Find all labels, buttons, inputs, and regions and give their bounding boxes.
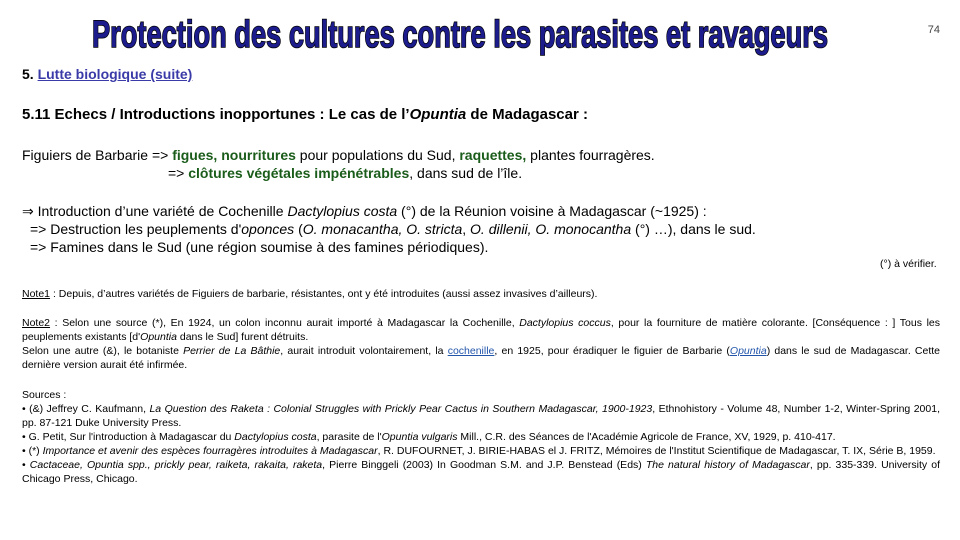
species-list: O. dillenii, O. monocantha [470, 221, 632, 237]
introduction-paragraph [22, 202, 756, 256]
subsection-heading [22, 106, 588, 123]
source-title: Cactaceae, Opuntia spp., prickly pear, raiketa, rakaita, raketa [29, 459, 323, 471]
subsection-suffix: de Madagascar : [466, 106, 588, 123]
text-span: • (*) [22, 445, 43, 457]
sources-heading: Sources : [22, 389, 67, 401]
cochenille-link[interactable]: cochenille [447, 345, 495, 357]
figuiers-paragraph [22, 146, 655, 182]
text-span: Figuiers de Barbarie => [22, 147, 173, 163]
text-span: ) dans le sud de Madagascar. Cette dernière version aurait été infirmée. [22, 345, 941, 371]
intro-line-2 [22, 220, 756, 238]
text-span: Introduction d’une variété de Cochenille [33, 203, 288, 219]
source-item [22, 444, 940, 458]
source-item [22, 458, 940, 486]
note-2-part-1 [22, 316, 940, 344]
text-span: plantes fourragères. [526, 147, 655, 163]
text-span: , dans sud de l’île. [409, 165, 523, 181]
highlight-raquettes: raquettes, [459, 147, 527, 163]
text-span: , [462, 221, 471, 237]
text-span: • G. Petit, Sur l'introduction à Madagascar du [22, 431, 235, 443]
species-name: Opuntia vulgaris [381, 431, 458, 443]
text-span: pour populations du Sud, [295, 147, 460, 163]
text-span: (°) …), dans le sud. [631, 221, 756, 237]
species-name: Dactylopius coccus [519, 317, 611, 329]
text-span: • (&) Jeffrey C. Kaufmann, [22, 403, 150, 415]
species-name: Dactylopius costa [234, 431, 317, 443]
text-span: , parasite de l' [316, 431, 382, 443]
text-span: => [168, 165, 189, 181]
source-title: Importance et avenir des espèces fourragères introduites à Madagascar [42, 445, 378, 457]
text-span: , pp. 335-339. University of Chicago Press, Chicago. [22, 459, 941, 485]
slide-title [90, 6, 830, 58]
text-span: , aurait introduit volontairement, la [280, 345, 448, 357]
opuntia-link[interactable]: Opuntia [729, 345, 767, 357]
highlight-figues: figues, nourritures [172, 147, 296, 163]
sources-block [22, 388, 940, 486]
subsection-italic: Opuntia [409, 106, 467, 123]
section-number: 5. [22, 66, 34, 82]
figuiers-line-1 [22, 146, 655, 164]
text-span: , pour la fourniture de matière colorante. [Conséquence : ] Tous les peuplements existants [d' [22, 317, 941, 343]
botanist-name: Perrier de La Bâthie [183, 345, 281, 357]
subsection-prefix: 5.11 Echecs / Introductions inopportunes : Le cas de l’ [22, 106, 410, 123]
page-number: 74 [927, 24, 940, 36]
note-label: Note2 [22, 317, 51, 329]
text-span: , R. DUFOURNET, J. BIRIE-HABAS el J. FRITZ, Mémoires de l'Institut Scientifique de Madagascar, T. IX, Série B, 1959. [377, 445, 936, 457]
note-2-part-2 [22, 344, 940, 372]
source-item [22, 402, 940, 430]
source-title: The natural history of Madagascar [645, 459, 810, 471]
species-name: Dactylopius costa [287, 203, 398, 219]
note-label: Note1 [22, 288, 51, 300]
implies-arrow-icon: ⇒ [22, 203, 34, 219]
highlight-clotures: clôtures végétales impénétrables [188, 165, 410, 181]
note-text: : Depuis, d’autres variétés de Figuiers de barbarie, résistantes, ont y été introduites (aussi assez invasives d’ailleurs). [50, 288, 598, 300]
intro-line-1 [22, 202, 756, 220]
text-span: => Destruction les peuplements d' [30, 221, 242, 237]
intro-line-3: => Famines dans le Sud (une région soumise à des famines périodiques). [30, 239, 489, 255]
text-span: , Ethnohistory - Volume 48, Number 1-2, Winter-Spring 2001, pp. 87-121 Duke University Press. [22, 403, 940, 429]
text-span: , en 1925, pour éradiquer le figuier de Barbarie ( [494, 345, 730, 357]
note-1 [22, 287, 597, 301]
text-span: (°) de la Réunion voisine à Madagascar (~1925) : [397, 203, 707, 219]
text-span: , Pierre Binggeli (2003) In Goodman S.M. and J.P. Benstead (Eds) [322, 459, 646, 471]
figuiers-line-2 [22, 164, 655, 182]
verify-footnote: (°) à vérifier. [880, 258, 937, 270]
title-text: Protection des cultures contre les parasites et ravageurs [92, 14, 828, 56]
section-title: Lutte biologique (suite) [37, 66, 193, 82]
text-span: Mill., C.R. des Séances de l'Académie Agricole de France, XV, 1929, p. 410-417. [457, 431, 836, 443]
species-list: O. monacantha, O. stricta [302, 221, 463, 237]
section-heading [22, 66, 192, 82]
note-2 [22, 316, 940, 372]
text-span: ( [294, 221, 303, 237]
source-title: La Question des Raketa : Colonial Struggles with Prickly Pear Cactus in Southern Madagascar, 1900-1923 [149, 403, 653, 415]
text-span: dans le Sud] furent détruits. [176, 331, 309, 343]
text-span: • [22, 459, 30, 471]
text-span: Selon une autre (&), le botaniste [22, 345, 184, 357]
italic-term: oponces [241, 221, 295, 237]
text-span: : Selon une source (*), En 1924, un colon inconnu aurait importé à Madagascar la Cochenille, [50, 317, 520, 329]
italic-term: Opuntia [140, 331, 177, 343]
source-item [22, 430, 940, 444]
